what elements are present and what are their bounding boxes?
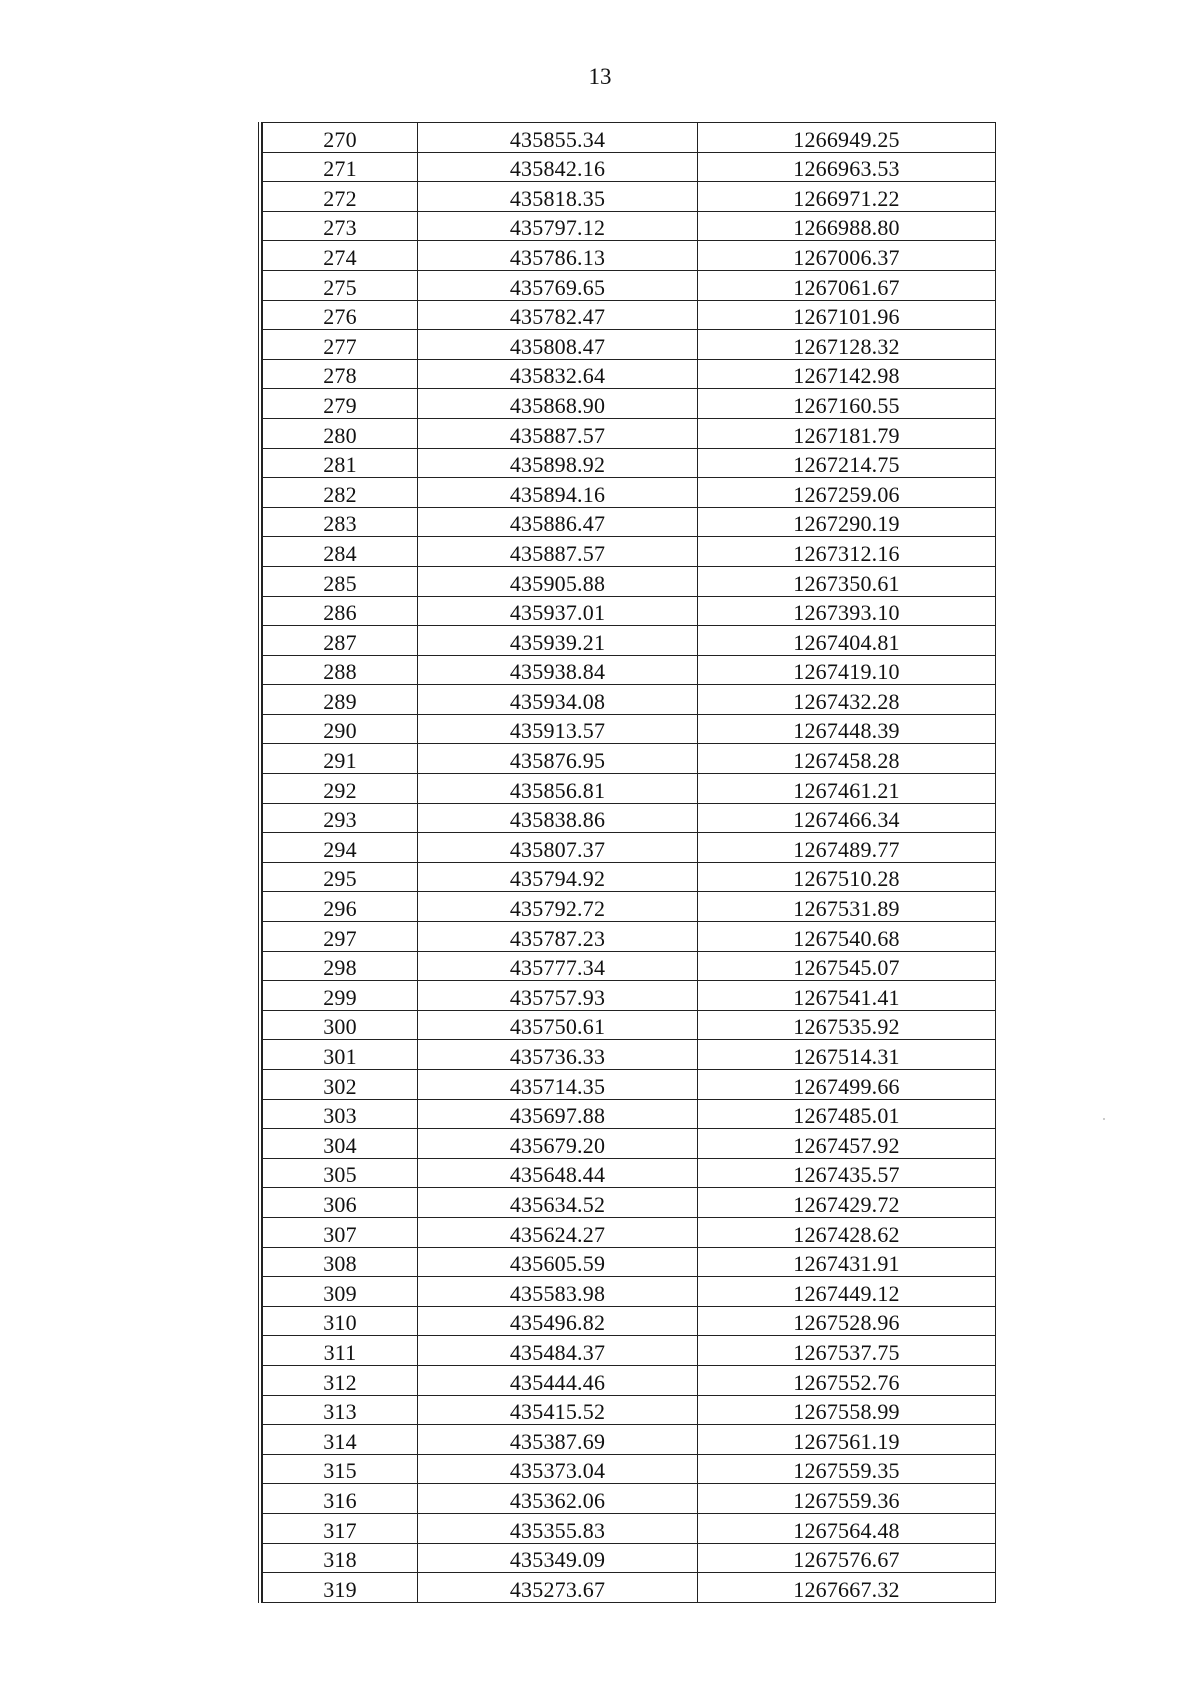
y-coordinate-cell: 1267514.31: [698, 1040, 996, 1070]
y-coordinate-cell: 1267448.39: [698, 714, 996, 744]
y-coordinate-cell: 1267559.35: [698, 1454, 996, 1484]
x-coordinate-cell: 435797.12: [418, 211, 698, 241]
table-row: [263, 1365, 996, 1395]
table-row: [263, 1247, 996, 1277]
point-number-cell: 276: [263, 300, 418, 330]
table-row: [263, 1425, 996, 1455]
y-coordinate-cell: 1267528.96: [698, 1306, 996, 1336]
point-number-cell: 290: [263, 714, 418, 744]
table-row: [263, 1543, 996, 1573]
table-row: [263, 123, 996, 153]
table-row: [263, 507, 996, 537]
x-coordinate-cell: 435938.84: [418, 655, 698, 685]
coordinates-table: [262, 122, 996, 1603]
x-coordinate-cell: 435750.61: [418, 1010, 698, 1040]
y-coordinate-cell: 1267457.92: [698, 1129, 996, 1159]
x-coordinate-cell: 435736.33: [418, 1040, 698, 1070]
point-number-cell: 307: [263, 1217, 418, 1247]
point-number-cell: 295: [263, 862, 418, 892]
point-number-cell: 313: [263, 1395, 418, 1425]
scan-speck: [1103, 1118, 1105, 1120]
y-coordinate-cell: 1267350.61: [698, 566, 996, 596]
point-number-cell: 283: [263, 507, 418, 537]
point-number-cell: 316: [263, 1484, 418, 1514]
point-number-cell: 309: [263, 1277, 418, 1307]
table-row: [263, 922, 996, 952]
point-number-cell: 274: [263, 241, 418, 271]
x-coordinate-cell: 435887.57: [418, 418, 698, 448]
x-coordinate-cell: 435894.16: [418, 478, 698, 508]
y-coordinate-cell: 1267142.98: [698, 359, 996, 389]
x-coordinate-cell: 435349.09: [418, 1543, 698, 1573]
x-coordinate-cell: 435818.35: [418, 182, 698, 212]
table-row: [263, 152, 996, 182]
x-coordinate-cell: 435362.06: [418, 1484, 698, 1514]
point-number-cell: 270: [263, 123, 418, 153]
y-coordinate-cell: 1267101.96: [698, 300, 996, 330]
x-coordinate-cell: 435782.47: [418, 300, 698, 330]
x-coordinate-cell: 435887.57: [418, 537, 698, 567]
table-row: [263, 1040, 996, 1070]
point-number-cell: 312: [263, 1365, 418, 1395]
table-row: [263, 862, 996, 892]
y-coordinate-cell: 1267466.34: [698, 803, 996, 833]
table-row: [263, 1070, 996, 1100]
x-coordinate-cell: 435624.27: [418, 1217, 698, 1247]
x-coordinate-cell: 435792.72: [418, 892, 698, 922]
point-number-cell: 305: [263, 1158, 418, 1188]
point-number-cell: 306: [263, 1188, 418, 1218]
point-number-cell: 288: [263, 655, 418, 685]
table-row: [263, 951, 996, 981]
point-number-cell: 301: [263, 1040, 418, 1070]
table-row: [263, 596, 996, 626]
table-row: [263, 1217, 996, 1247]
x-coordinate-cell: 435757.93: [418, 981, 698, 1011]
y-coordinate-cell: 1266949.25: [698, 123, 996, 153]
y-coordinate-cell: 1267449.12: [698, 1277, 996, 1307]
y-coordinate-cell: 1267489.77: [698, 833, 996, 863]
table-row: [263, 833, 996, 863]
point-number-cell: 310: [263, 1306, 418, 1336]
y-coordinate-cell: 1267429.72: [698, 1188, 996, 1218]
point-number-cell: 296: [263, 892, 418, 922]
y-coordinate-cell: 1267667.32: [698, 1573, 996, 1603]
table-row: [263, 1099, 996, 1129]
table-row: [263, 1277, 996, 1307]
point-number-cell: 311: [263, 1336, 418, 1366]
y-coordinate-cell: 1267428.62: [698, 1217, 996, 1247]
table-row: [263, 714, 996, 744]
y-coordinate-cell: 1266963.53: [698, 152, 996, 182]
point-number-cell: 297: [263, 922, 418, 952]
table-row: [263, 1454, 996, 1484]
point-number-cell: 298: [263, 951, 418, 981]
x-coordinate-cell: 435355.83: [418, 1513, 698, 1543]
table-row: [263, 448, 996, 478]
table-row: [263, 1129, 996, 1159]
x-coordinate-cell: 435697.88: [418, 1099, 698, 1129]
table-row: [263, 330, 996, 360]
table-row: [263, 892, 996, 922]
point-number-cell: 293: [263, 803, 418, 833]
point-number-cell: 303: [263, 1099, 418, 1129]
table-row: [263, 1188, 996, 1218]
table-row: [263, 1010, 996, 1040]
table-row: [263, 418, 996, 448]
y-coordinate-cell: 1267160.55: [698, 389, 996, 419]
table-row: [263, 300, 996, 330]
point-number-cell: 278: [263, 359, 418, 389]
x-coordinate-cell: 435484.37: [418, 1336, 698, 1366]
table-row: [263, 359, 996, 389]
x-coordinate-cell: 435807.37: [418, 833, 698, 863]
x-coordinate-cell: 435913.57: [418, 714, 698, 744]
table-row: [263, 182, 996, 212]
x-coordinate-cell: 435787.23: [418, 922, 698, 952]
point-number-cell: 315: [263, 1454, 418, 1484]
x-coordinate-cell: 435373.04: [418, 1454, 698, 1484]
point-number-cell: 282: [263, 478, 418, 508]
point-number-cell: 271: [263, 152, 418, 182]
y-coordinate-cell: 1267419.10: [698, 655, 996, 685]
coordinates-table-body: [263, 123, 996, 1603]
point-number-cell: 319: [263, 1573, 418, 1603]
x-coordinate-cell: 435786.13: [418, 241, 698, 271]
x-coordinate-cell: 435496.82: [418, 1306, 698, 1336]
x-coordinate-cell: 435769.65: [418, 270, 698, 300]
x-coordinate-cell: 435679.20: [418, 1129, 698, 1159]
y-coordinate-cell: 1267435.57: [698, 1158, 996, 1188]
x-coordinate-cell: 435415.52: [418, 1395, 698, 1425]
y-coordinate-cell: 1267181.79: [698, 418, 996, 448]
table-row: [263, 1513, 996, 1543]
x-coordinate-cell: 435808.47: [418, 330, 698, 360]
x-coordinate-cell: 435898.92: [418, 448, 698, 478]
y-coordinate-cell: 1267461.21: [698, 774, 996, 804]
y-coordinate-cell: 1267576.67: [698, 1543, 996, 1573]
table-row: [263, 1336, 996, 1366]
y-coordinate-cell: 1267128.32: [698, 330, 996, 360]
point-number-cell: 318: [263, 1543, 418, 1573]
point-number-cell: 314: [263, 1425, 418, 1455]
point-number-cell: 294: [263, 833, 418, 863]
point-number-cell: 277: [263, 330, 418, 360]
table-row: [263, 389, 996, 419]
y-coordinate-cell: 1267499.66: [698, 1070, 996, 1100]
point-number-cell: 300: [263, 1010, 418, 1040]
point-number-cell: 308: [263, 1247, 418, 1277]
y-coordinate-cell: 1267006.37: [698, 241, 996, 271]
table-row: [263, 1395, 996, 1425]
y-coordinate-cell: 1267541.41: [698, 981, 996, 1011]
point-number-cell: 272: [263, 182, 418, 212]
y-coordinate-cell: 1267552.76: [698, 1365, 996, 1395]
x-coordinate-cell: 435444.46: [418, 1365, 698, 1395]
y-coordinate-cell: 1267558.99: [698, 1395, 996, 1425]
y-coordinate-cell: 1267535.92: [698, 1010, 996, 1040]
table-row: [263, 241, 996, 271]
table-row: [263, 744, 996, 774]
point-number-cell: 304: [263, 1129, 418, 1159]
x-coordinate-cell: 435905.88: [418, 566, 698, 596]
table-row: [263, 211, 996, 241]
x-coordinate-cell: 435794.92: [418, 862, 698, 892]
table-row: [263, 1573, 996, 1603]
y-coordinate-cell: 1266988.80: [698, 211, 996, 241]
point-number-cell: 292: [263, 774, 418, 804]
y-coordinate-cell: 1267559.36: [698, 1484, 996, 1514]
point-number-cell: 302: [263, 1070, 418, 1100]
coordinates-table-frame: [258, 122, 995, 1603]
y-coordinate-cell: 1266971.22: [698, 182, 996, 212]
table-row: [263, 685, 996, 715]
point-number-cell: 284: [263, 537, 418, 567]
x-coordinate-cell: 435583.98: [418, 1277, 698, 1307]
x-coordinate-cell: 435934.08: [418, 685, 698, 715]
point-number-cell: 275: [263, 270, 418, 300]
x-coordinate-cell: 435387.69: [418, 1425, 698, 1455]
point-number-cell: 287: [263, 626, 418, 656]
x-coordinate-cell: 435856.81: [418, 774, 698, 804]
x-coordinate-cell: 435777.34: [418, 951, 698, 981]
y-coordinate-cell: 1267214.75: [698, 448, 996, 478]
y-coordinate-cell: 1267561.19: [698, 1425, 996, 1455]
y-coordinate-cell: 1267393.10: [698, 596, 996, 626]
table-row: [263, 537, 996, 567]
page-number: 13: [588, 64, 612, 89]
x-coordinate-cell: 435832.64: [418, 359, 698, 389]
x-coordinate-cell: 435842.16: [418, 152, 698, 182]
x-coordinate-cell: 435605.59: [418, 1247, 698, 1277]
point-number-cell: 289: [263, 685, 418, 715]
y-coordinate-cell: 1267537.75: [698, 1336, 996, 1366]
x-coordinate-cell: 435886.47: [418, 507, 698, 537]
table-row: [263, 1306, 996, 1336]
x-coordinate-cell: 435937.01: [418, 596, 698, 626]
y-coordinate-cell: 1267432.28: [698, 685, 996, 715]
table-row: [263, 981, 996, 1011]
y-coordinate-cell: 1267545.07: [698, 951, 996, 981]
point-number-cell: 291: [263, 744, 418, 774]
y-coordinate-cell: 1267259.06: [698, 478, 996, 508]
table-row: [263, 655, 996, 685]
y-coordinate-cell: 1267510.28: [698, 862, 996, 892]
x-coordinate-cell: 435634.52: [418, 1188, 698, 1218]
table-row: [263, 803, 996, 833]
table-row: [263, 626, 996, 656]
y-coordinate-cell: 1267531.89: [698, 892, 996, 922]
y-coordinate-cell: 1267458.28: [698, 744, 996, 774]
x-coordinate-cell: 435648.44: [418, 1158, 698, 1188]
point-number-cell: 299: [263, 981, 418, 1011]
x-coordinate-cell: 435838.86: [418, 803, 698, 833]
x-coordinate-cell: 435876.95: [418, 744, 698, 774]
y-coordinate-cell: 1267404.81: [698, 626, 996, 656]
point-number-cell: 281: [263, 448, 418, 478]
y-coordinate-cell: 1267564.48: [698, 1513, 996, 1543]
table-row: [263, 270, 996, 300]
table-row: [263, 1484, 996, 1514]
table-row: [263, 1158, 996, 1188]
x-coordinate-cell: 435714.35: [418, 1070, 698, 1100]
point-number-cell: 273: [263, 211, 418, 241]
y-coordinate-cell: 1267540.68: [698, 922, 996, 952]
table-row: [263, 566, 996, 596]
table-row: [263, 774, 996, 804]
y-coordinate-cell: 1267431.91: [698, 1247, 996, 1277]
x-coordinate-cell: 435868.90: [418, 389, 698, 419]
x-coordinate-cell: 435855.34: [418, 123, 698, 153]
point-number-cell: 317: [263, 1513, 418, 1543]
point-number-cell: 286: [263, 596, 418, 626]
point-number-cell: 285: [263, 566, 418, 596]
point-number-cell: 280: [263, 418, 418, 448]
table-row: [263, 478, 996, 508]
y-coordinate-cell: 1267312.16: [698, 537, 996, 567]
point-number-cell: 279: [263, 389, 418, 419]
y-coordinate-cell: 1267485.01: [698, 1099, 996, 1129]
x-coordinate-cell: 435273.67: [418, 1573, 698, 1603]
y-coordinate-cell: 1267290.19: [698, 507, 996, 537]
y-coordinate-cell: 1267061.67: [698, 270, 996, 300]
x-coordinate-cell: 435939.21: [418, 626, 698, 656]
